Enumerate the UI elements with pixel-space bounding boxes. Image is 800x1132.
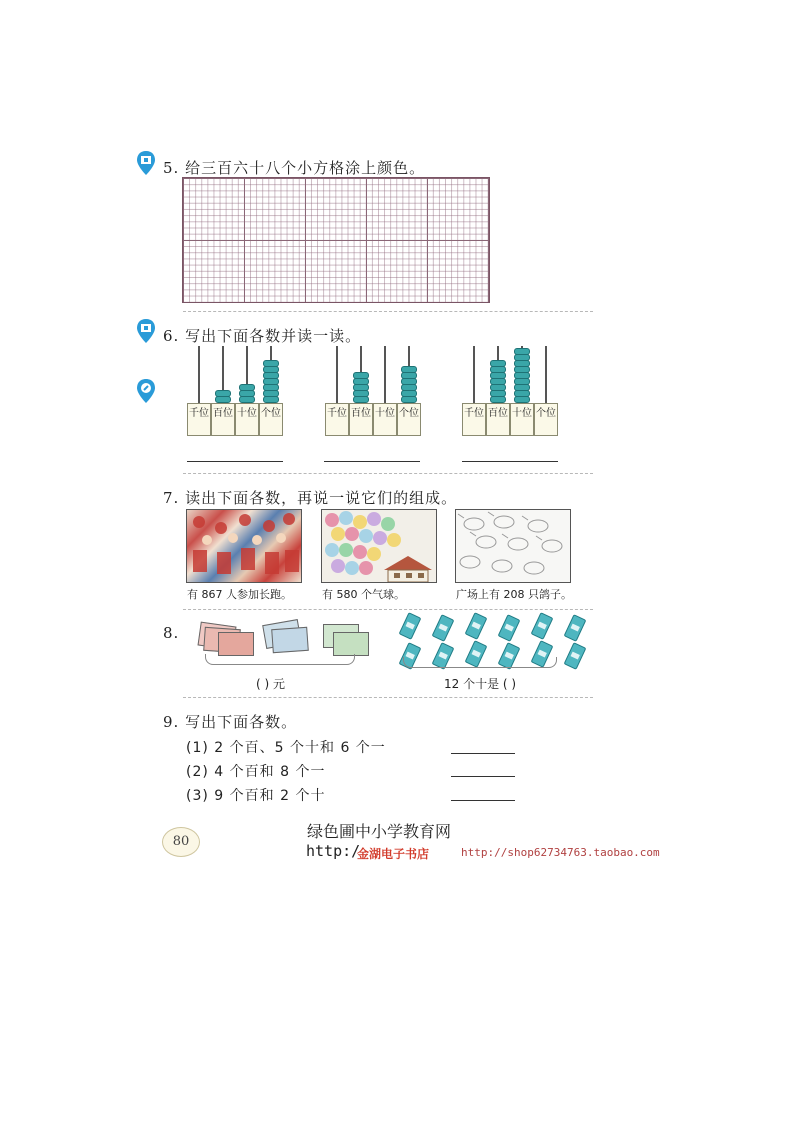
abacus-bead (263, 378, 279, 385)
section-divider (183, 609, 593, 610)
place-value-labels (462, 403, 558, 436)
abacus-bead (401, 372, 417, 379)
abacus-bead (263, 366, 279, 373)
brace (205, 654, 355, 665)
question-6-number: 6. (163, 327, 180, 345)
answer-line[interactable] (451, 800, 515, 801)
place-value-label: 百位 (486, 403, 510, 436)
abacus-bead (239, 396, 255, 403)
pigeons-caption: 广场上有 208 只鸽子。 (456, 588, 572, 601)
coloring-grid[interactable] (182, 177, 490, 303)
brace (403, 657, 557, 668)
abacus-bead (514, 354, 530, 361)
abacus-rod (545, 346, 547, 404)
question-6 (163, 325, 361, 346)
abacus-bead (490, 366, 506, 373)
abacus-bead (490, 390, 506, 397)
abacus-bead (401, 390, 417, 397)
answer-line[interactable] (187, 461, 283, 462)
watermark-url-prefix: http:/ (306, 842, 361, 860)
abacus-bead (353, 390, 369, 397)
runners-caption: 有 867 人参加长跑。 (187, 588, 292, 601)
question-8-number: 8. (163, 624, 180, 642)
abacus-bead (353, 372, 369, 379)
abacus-bead (514, 360, 530, 367)
abacus-bead (215, 390, 231, 397)
location-pin-icon (136, 150, 156, 176)
question-5 (163, 157, 425, 178)
abacus-bead (401, 366, 417, 373)
abacus-rod (198, 346, 200, 404)
abacus-bead (514, 366, 530, 373)
abacus-3 (462, 346, 558, 436)
question-7-text: 读出下面各数，再说一说它们的组成。 (185, 489, 458, 507)
abacus-1 (187, 346, 283, 436)
location-pin-icon (136, 318, 156, 344)
abacus-bead (263, 384, 279, 391)
abacus-bead (514, 348, 530, 355)
answer-line[interactable] (451, 753, 515, 754)
place-value-label: 百位 (349, 403, 373, 436)
balloons-caption: 有 580 个气球。 (322, 588, 405, 601)
section-divider (183, 697, 593, 698)
tens-answer-blank[interactable]: 12 个十是 ( ) (444, 677, 517, 691)
place-value-label: 十位 (373, 403, 397, 436)
question-7 (163, 487, 457, 508)
answer-line[interactable] (462, 461, 558, 462)
abacus-bead (215, 396, 231, 403)
question-5-text: 给三百六十八个小方格涂上颜色。 (185, 159, 426, 177)
abacus-bead (239, 390, 255, 397)
place-value-label: 十位 (510, 403, 534, 436)
abacus-2 (325, 346, 421, 436)
page-number: 80 (162, 827, 200, 857)
place-value-label: 千位 (462, 403, 486, 436)
abacus-bead (514, 390, 530, 397)
store-name: 金湖电子书店 (357, 847, 430, 861)
answer-line[interactable] (451, 776, 515, 777)
watermark-title: 绿色圃中小学教育网 (307, 822, 452, 841)
question-6-text: 写出下面各数并读一读。 (185, 327, 362, 345)
question-9 (163, 711, 297, 732)
question-9-item-1: (1) 2 个百、5 个十和 6 个一 (186, 740, 386, 756)
abacus-bead (490, 378, 506, 385)
abacus-bead (263, 396, 279, 403)
abacus-bead (353, 396, 369, 403)
abacus-bead (401, 396, 417, 403)
abacus-bead (263, 360, 279, 367)
abacus-bead (263, 372, 279, 379)
abacus-bead (514, 396, 530, 403)
section-divider (183, 473, 593, 474)
place-value-labels (325, 403, 421, 436)
answer-line[interactable] (324, 461, 420, 462)
place-value-label: 十位 (235, 403, 259, 436)
question-9-item-2: (2) 4 个百和 8 个一 (186, 764, 326, 780)
place-value-labels (187, 403, 283, 436)
abacus-bead (514, 372, 530, 379)
pigeons-picture (455, 509, 571, 583)
place-value-label: 个位 (259, 403, 283, 436)
abacus-bead (401, 378, 417, 385)
abacus-bead (263, 390, 279, 397)
abacus-bead (353, 378, 369, 385)
section-divider (183, 311, 593, 312)
abacus-bead (353, 384, 369, 391)
place-value-label: 个位 (397, 403, 421, 436)
place-value-label: 千位 (187, 403, 211, 436)
abacus-rod (384, 346, 386, 404)
abacus-rod (473, 346, 475, 404)
store-url-link[interactable]: http://shop62734763.taobao.com (461, 846, 660, 859)
question-7-number: 7. (163, 489, 180, 507)
abacus-bead (514, 384, 530, 391)
money-answer-blank[interactable]: ( ) 元 (256, 677, 285, 691)
question-9-item-3: (3) 9 个百和 2 个十 (186, 788, 326, 804)
balloons-picture (321, 509, 437, 583)
abacus-rod (336, 346, 338, 404)
abacus-bead (514, 378, 530, 385)
compass-pin-icon (136, 378, 156, 404)
abacus-bead (490, 360, 506, 367)
abacus-bead (490, 372, 506, 379)
runners-picture (186, 509, 302, 583)
question-9-text: 写出下面各数。 (185, 713, 298, 731)
place-value-label: 百位 (211, 403, 235, 436)
abacus-bead (401, 384, 417, 391)
question-9-number: 9. (163, 713, 180, 731)
abacus-bead (239, 384, 255, 391)
question-5-number: 5. (163, 159, 180, 177)
place-value-label: 个位 (534, 403, 558, 436)
abacus-bead (490, 384, 506, 391)
abacus-bead (490, 396, 506, 403)
place-value-label: 千位 (325, 403, 349, 436)
